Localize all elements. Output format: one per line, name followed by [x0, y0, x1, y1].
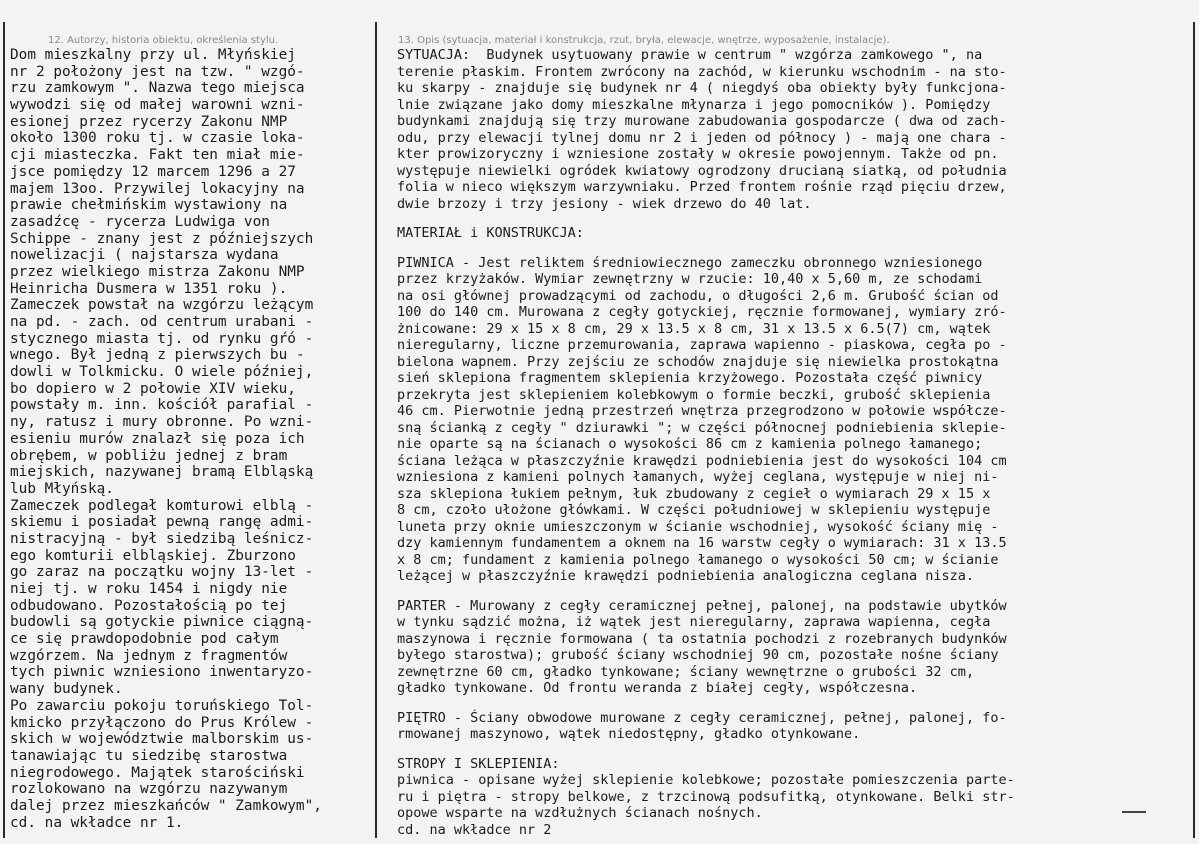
- description-line: dwie brzozy i trzy jesiony - wiek drzewo do 40 lat.: [397, 195, 812, 212]
- description-line: rmowanej maszynowo, wątek niedostępny, gładko otynkowane.: [397, 726, 861, 742]
- history-line: nowelizacji ( najstarsza wydana: [10, 247, 279, 264]
- section-gap: [397, 212, 1157, 225]
- history-line: Schippe - znany jest z późniejszych: [10, 230, 314, 247]
- history-line: Zameczek powstał na wzgórzu leżącym: [10, 297, 314, 314]
- history-column: [10, 47, 372, 831]
- history-line: Po zawarciu pokoju toruńskiego Tol-: [10, 697, 314, 714]
- description-line: maszynowa i ręcznie formowana ( ta ostatnia pochodzi z rozebranych budynków: [397, 630, 1007, 647]
- section-gap: [397, 743, 1157, 756]
- description-line: STROPY I SKLEPIENIA:: [397, 755, 560, 772]
- description-line: lnie związane jako domy mieszkalne młynarza i jego pomocników ). Pomiędzy: [397, 96, 991, 113]
- description-line: sza sklepiona łukiem pełnym, łuk zbudowany z cegieł o wymiarach 29 x 15 x: [397, 485, 991, 502]
- history-line: bo dopiero w 2 połowie XIV wieku,: [10, 380, 296, 397]
- description-line: nieregularny, liczne przemurowania, zaprawa wapienno - piaskowa, cegła po -: [397, 337, 1007, 353]
- description-line: ku skarpy - znajduje się budynek nr 4 ( niegdyś oba obiekty były funkcjona-: [397, 80, 1007, 96]
- history-line: dalej przez mieszkańców " Zamkowym",: [10, 797, 322, 814]
- history-line: dowli w Tolkmicku. O wiele później,: [10, 364, 314, 381]
- description-line: 8 cm, czoło ułożone główkami. W części południowej w sklepieniu występuje: [397, 502, 991, 518]
- description-line: zewnętrzne 60 cm, gładko tynkowane; ściany wewnętrzne o grubości 32 cm,: [397, 663, 975, 680]
- history-line: budowli są gotyckie piwnice ciągną-: [10, 614, 314, 631]
- description-line: ru i piętra - stropy belkowe, z trzcinową podsufitką, otynkowane. Belki str-: [397, 788, 1015, 805]
- history-line: kmicko przyłączono do Prus Królew -: [10, 714, 314, 731]
- history-line: Dom mieszkalny przy ul. Młyńskiej: [10, 47, 296, 63]
- description-line: gładko tynkowane. Od frontu weranda z białej cegły, współczesna.: [397, 680, 918, 696]
- description-line: żnicowane: 29 x 15 x 8 cm, 29 x 13.5 x 8 cm, 31 x 13.5 x 6.5(7) cm, wątek: [397, 320, 991, 337]
- description-line: wzniesiona z kamieni polnych łamanych, wyżej ceglana, występuje w niej ni-: [397, 469, 999, 485]
- history-line: cd. na wkładce nr 1.: [10, 814, 184, 831]
- history-line: rozlokowano na wzgórzu nazywanym: [10, 781, 288, 798]
- history-line: wzgórzem. Na jednym z fragmentów: [10, 647, 288, 664]
- description-line: 46 cm. Pierwotnie jedną przestrzeń wnętrza przegrodzono w połowie współcze-: [397, 403, 1007, 419]
- description-line: PIĘTRO - Ściany obwodowe murowane z cegły ceramicznej, pełnej, palonej, fo-: [397, 709, 1007, 726]
- description-line: PIWNICA - Jest reliktem średniowiecznego zameczku obronnego wzniesionego: [397, 254, 983, 271]
- cellar-section: [397, 255, 1157, 585]
- history-line: odbudowano. Pozostałością po tej: [10, 597, 288, 614]
- history-line: rzu zamkowym ". Nazwa tego miejsca: [10, 80, 305, 97]
- description-line: leżącej w płaszczyźnie krawędzi podniebienia analogiczna ceglana nisza.: [397, 568, 975, 584]
- description-line: występuje niewielki ogródek kwiatowy ogrodzony drucianą siatką, od południa: [397, 162, 1007, 179]
- history-line: Heinricha Dusmera w 1351 roku ).: [10, 280, 288, 297]
- situation-section: [397, 47, 1157, 212]
- history-line: ce się prawdopodobnie pod całym: [10, 631, 279, 648]
- history-line: jsce pomiędzy 12 marcem 1296 a 27: [10, 163, 296, 180]
- history-line: niegrodowego. Majątek starościński: [10, 764, 305, 781]
- description-line: dzy kamiennym fundamentem a oknem na 16 warstw cegły o wymiarach: 31 x 13.5: [397, 535, 1007, 551]
- section-gap: [397, 697, 1157, 710]
- description-line: byłego starostwa); grubość ściany wschodniej 90 cm, pozostałe nośne ściany: [397, 647, 999, 663]
- description-line: x 8 cm; fundament z kamienia polnego łamanego o wysokości 50 cm; w ścianie: [397, 551, 999, 568]
- history-line: niej tj. w roku 1454 i nigdy nie: [10, 581, 288, 597]
- history-line: tych piwnic wzniesiono inwentaryzo-: [10, 664, 314, 681]
- history-line: ny, ratusz i mury obronne. Po wzni-: [10, 414, 314, 431]
- description-line: terenie płaskim. Frontem zwrócony na zachód, w kierunku wschodnim - na sto-: [397, 63, 1007, 80]
- description-line: sień sklepiona fragmentem sklepienia krzyżowego. Pozostała część piwnicy: [397, 370, 983, 386]
- description-line: kter prowizoryczny i wzniesione zostały w okresie powojennym. Także od pn.: [397, 146, 999, 162]
- history-line: stycznego miasta tj. od rynku gŕó -: [10, 330, 314, 347]
- upper-floor-section: [397, 710, 1157, 743]
- right-column-header: 13. Opis (sytuacja, materiał i konstrukcja, rzut, bryła, elewacje, wnętrze, wyposażenie, instalacje).: [398, 35, 890, 46]
- history-line: go zaraz na początku wojny 13-let -: [10, 564, 314, 581]
- section-gap: [397, 242, 1157, 255]
- description-line: MATERIAŁ i KONSTRUKCJA:: [397, 225, 584, 241]
- material-heading: [397, 225, 1157, 242]
- description-line: na osi głównej prowadzącymi od zachodu, o długości 2,6 m. Grubość ścian od: [397, 287, 999, 304]
- history-line: nistracyjną - był siedzibą leśnicz-: [10, 530, 314, 547]
- ceilings-section: [397, 756, 1157, 839]
- description-line: PARTER - Murowany z cegły ceramicznej pełnej, palonej, na podstawie ubytków: [397, 597, 1007, 614]
- description-line: bielona wapnem. Przy zejściu ze schodów znajduje się niewielka prostokątna: [397, 353, 999, 370]
- description-line: folia w nieco większym warzywniaku. Przed frontem rośnie rząd pięciu drzew,: [397, 179, 1007, 195]
- history-line: ego komturii elbląskiej. Zburzono: [10, 547, 296, 564]
- description-line: odu, przy elewacji tylnej domu nr 2 i jeden od północy ) - mają one chara -: [397, 129, 1007, 146]
- history-line: skiemu i posiadał pewną rangę admi-: [10, 514, 314, 531]
- history-line: obrębem, w pobliżu jednej z bram: [10, 447, 288, 464]
- left-column-header: 12. Autorzy, historia obiektu, określenia stylu.: [48, 35, 279, 46]
- history-line: esionej przez rycerzy Zakonu NMP: [10, 113, 288, 130]
- description-line: ściana leżąca w płaszczyźnie krawędzi podniebienia jest do wysokości 104 cm: [397, 452, 1007, 469]
- history-line: wywodzi się od małej warowni wzni-: [10, 97, 305, 114]
- description-line: luneta przy oknie umieszczonym w ścianie wschodniej, wysokość ściany mię -: [397, 518, 999, 535]
- description-line: budynkami znajdują się trzy murowane zabudowania gospodarcze ( dwa od zach-: [397, 113, 1007, 129]
- history-line: cji miasteczka. Fakt ten miał mie-: [10, 147, 305, 164]
- history-line: około 1300 roku tj. w czasie loka-: [10, 130, 305, 147]
- description-line: przekryta jest sklepieniem kolebkowym o formie beczki, grubość sklepienia: [397, 386, 991, 403]
- description-line: sną ścianką z cegły " dziurawki "; w części północnej podniebienia sklepie-: [397, 419, 1007, 436]
- margin-dash: [1122, 811, 1146, 813]
- description-line: SYTUACJA: Budynek usytuowany prawie w centrum " wzgórza zamkowego ", na: [397, 47, 983, 63]
- history-line: nr 2 położony jest na tzw. " wzgó-: [10, 63, 305, 80]
- history-line: wany budynek.: [10, 681, 123, 698]
- history-line: miejskich, nazywanej bramą Elbląską: [10, 464, 314, 481]
- history-line: tanawiając tu siedzibę starostwa: [10, 747, 288, 764]
- column-divider: [375, 22, 377, 838]
- history-line: powstały m. inn. kościół parafial -: [10, 397, 314, 414]
- description-line: przez krzyżaków. Wymiar zewnętrzny w rzucie: 10,40 x 5,60 m, ze schodami: [397, 271, 983, 287]
- description-line: 100 do 140 cm. Murowana z cegły gotyckiej, ręcznie formowanej, wymiary zró-: [397, 304, 1007, 320]
- history-line: majem 13oo. Przywilej lokacyjny na: [10, 180, 305, 197]
- description-line: piwnica - opisane wyżej sklepienie kolebkowe; pozostałe pomieszczenia parte-: [397, 772, 1015, 788]
- ground-floor-section: [397, 598, 1157, 697]
- history-line: esieniu murów znalazł się poza ich: [10, 430, 305, 447]
- history-line: na pd. - zach. od centrum urabani -: [10, 314, 314, 330]
- description-line: w tynku sądzić można, iż wątek jest nieregularny, zaprawa wapienna, cegła: [397, 614, 991, 630]
- section-gap: [397, 585, 1157, 598]
- history-line: prawie chełmińskim wystawiony na: [10, 197, 288, 214]
- history-line: lub Młyńską.: [10, 480, 114, 497]
- history-line: zasadźcę - rycerza Ludwiga von: [10, 213, 270, 230]
- description-column: [397, 47, 1157, 838]
- history-line: wnego. Był jedną z pierwszych bu -: [10, 347, 305, 364]
- description-line: nie oparte są na ścianach o wysokości 86 cm z kamienia polnego łamanego;: [397, 436, 983, 452]
- description-line: cd. na wkładce nr 2: [397, 821, 552, 838]
- history-line: skich w województwie malborskim us-: [10, 731, 314, 748]
- description-line: opowe wsparte na wzdłużnych ścianach nośnych.: [397, 805, 763, 821]
- history-line: Zameczek podlegał komturowi elblą -: [10, 497, 314, 514]
- history-line: przez wielkiego mistrza Zakonu NMP: [10, 263, 305, 280]
